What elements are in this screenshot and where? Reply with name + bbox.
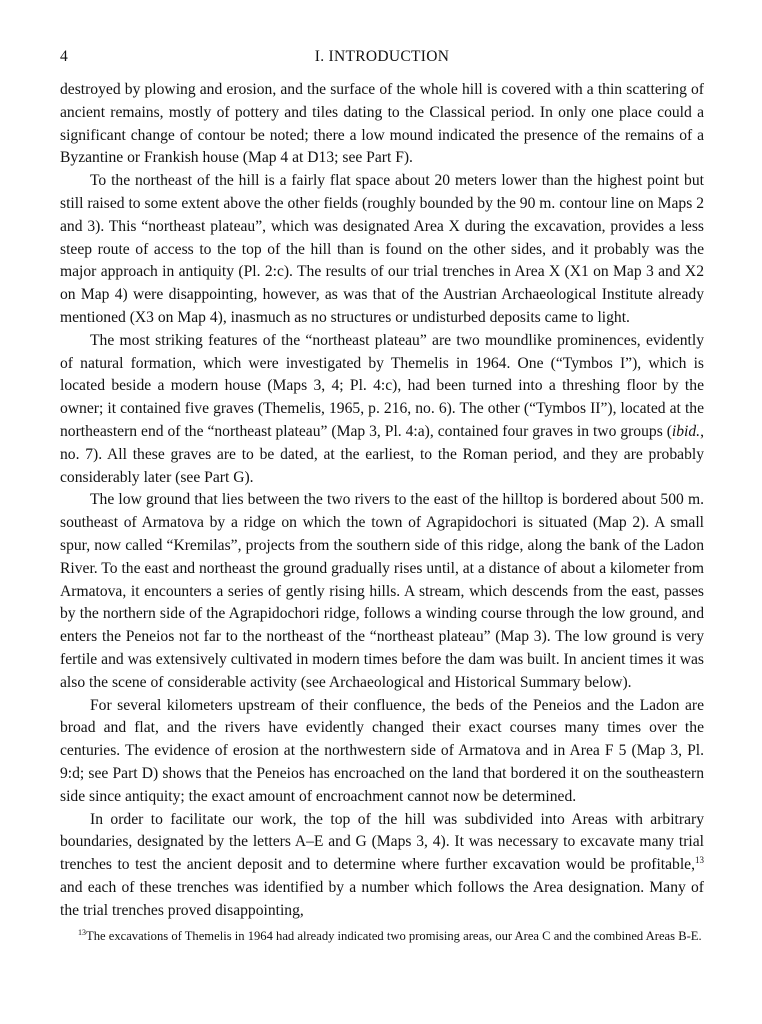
paragraph-tymbos: The most striking features of the “northeast plateau” are two moundlike prominences, evidently of natural formation, which were investigated by Themelis in 1964. One (“Tymbos I”), which is located beside a modern house (Maps 3, 4; Pl. 4:c), had been turned into a threshing floor by the owner; it contained five graves (Themelis, 1965, p. 216, no. 6). The other (“Tymbos II”), located at the northeastern end of the “northeast plateau” (Map 3, Pl. 4:a), contained four graves in two groups (ibid., no. 7). All these graves are to be dated, at the earliest, to the Roman period, and they are probably considerably later (see Part G). — [60, 331, 704, 486]
footnote — [60, 928, 704, 945]
paragraph-areas-text-after: and each of these trenches was identified by a number which follows the Area designation. Many of the trial trenches proved disappointing, — [60, 878, 704, 919]
paragraph-areas-text-before: In order to facilitate our work, the top of the hill was subdivided into Areas with arbitrary boundaries, designated by the letters A–E and G (Maps 3, 4). It was necessary to excavate many trial trenches to test the ancient deposit and to determine where further excavation would be profitable, — [60, 810, 704, 874]
footnote-reference: 13 — [695, 854, 704, 865]
paragraph-areas — [60, 809, 704, 923]
document-page — [60, 45, 704, 945]
paragraph-northeast-plateau: To the northeast of the hill is a fairly flat space about 20 meters lower than the highest point but still raised to some extent above the other fields (roughly bounded by the 90 m. contour line on Maps 2 and 3). This “northeast plateau”, which was designated Area X during the excavation, provides a less steep route of access to the top of the hill than is found on the other sides, and it probably was the major approach in antiquity (Pl. 2:c). The results of our trial trenches in Area X (X1 on Map 3 and X2 on Map 4) were disappointing, however, as was that of the Austrian Archaeological Institute already mentioned (X3 on Map 4), inasmuch as no structures or undisturbed deposits came to light. — [60, 172, 704, 326]
page-header — [60, 45, 704, 69]
footnote-text: The excavations of Themelis in 1964 had already indicated two promising areas, our Area C and the combined Areas B-E. — [86, 929, 702, 944]
running-head: I. INTRODUCTION — [314, 48, 450, 65]
paragraph-low-ground: The low ground that lies between the two rivers to the east of the hilltop is bordered about 500 m. southeast of Armatova by a ridge on which the town of Agrapidochori is situated (Map 2). A small spur, now called “Kremilas”, projects from the southern side of this ridge, along the bank of the Ladon River. To the east and northeast the ground gradually rises until, at a distance of about a kilometer from Armatova, it encounters a series of gently rising hills. A stream, which descends from the east, passes by the northern side of the Agrapidochori ridge, follows a winding course through the low ground, and enters the Peneios not far to the northeast of the “northeast plateau” (Map 3). The low ground is very fertile and was extensively cultivated in modern times before the dam was built. In ancient times it was also the scene of considerable activity (see Archaeological and Historical Summary below). — [60, 491, 704, 691]
page-number: 4 — [60, 48, 68, 65]
paragraph-continuation: destroyed by plowing and erosion, and the surface of the whole hill is covered with a thin scattering of ancient remains, mostly of pottery and tiles dating to the Classical period. In only one place could a significant change of contour be noted; there a low mound indicated the presence of the remains of a Byzantine or Frankish house (Map 4 at D13; see Part F). — [60, 81, 704, 167]
ibid-citation: ibid. — [671, 422, 701, 440]
footnote-number: 13 — [78, 928, 86, 938]
paragraph-river-beds: For several kilometers upstream of their confluence, the beds of the Peneios and the Ladon are broad and flat, and the rivers have evidently changed their exact courses many times over the centuries. The evidence of erosion at the northwestern side of Armatova and in Area F 5 (Map 3, Pl. 9:d; see Part D) shows that the Peneios has encroached on the land that bordered it on the southeastern side since antiquity; the exact amount of encroachment cannot now be determined. — [60, 696, 704, 805]
body-text — [60, 79, 704, 922]
